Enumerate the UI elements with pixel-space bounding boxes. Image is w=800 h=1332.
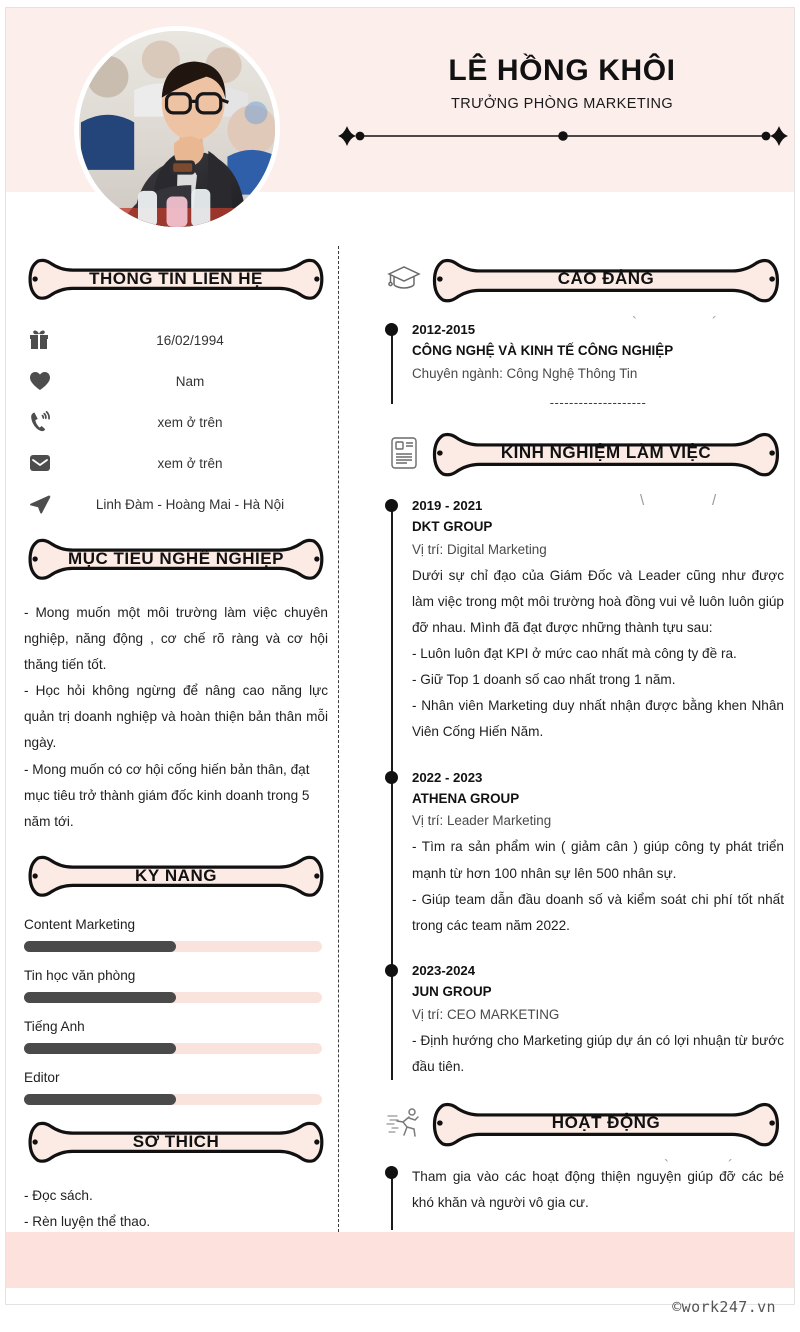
envelope-glyph (29, 454, 51, 472)
gift-icon (24, 329, 66, 351)
contact-value: xem ở trên (157, 414, 223, 430)
activity-item (412, 1156, 784, 1216)
pill-label: THÔNG TIN LIÊN HỆ (89, 269, 263, 288)
pill-label: HOẠT ĐỘNG (551, 1112, 661, 1132)
experience-item (412, 491, 784, 746)
skill-progress-fill (24, 1094, 176, 1105)
skill-label: Tiếng Anh (24, 1018, 85, 1034)
pill-objective (24, 538, 328, 580)
stray-tick-icon: \ (640, 491, 645, 509)
resume-document-icon (384, 433, 424, 473)
heart-icon (24, 371, 66, 391)
experience-line: - Nhân viên Marketing duy nhất nhận được bằng khen Nhân Viên Cống Hiến Năm. (412, 698, 784, 740)
skill-item (24, 968, 328, 1003)
phone-ringing-icon (24, 411, 66, 433)
experience-org: DKT GROUP (412, 519, 493, 535)
education-item (412, 314, 784, 410)
skill-list (24, 917, 328, 1105)
stray-tick-icon: ´ (712, 314, 717, 331)
pill-experience (428, 432, 784, 474)
footer-band (6, 1232, 794, 1288)
activities-timeline (384, 1156, 784, 1216)
skill-progress-track (24, 941, 322, 952)
experience-position: Vị trí: CEO MARKETING (412, 1006, 560, 1022)
section-heading-experience (384, 432, 784, 474)
right-column (384, 258, 784, 1238)
watermark: ©work247.vn (672, 1298, 776, 1316)
pill-label: KỸ NĂNG (135, 865, 217, 885)
skill-item (24, 917, 328, 952)
education-major: Chuyên ngành: Công Nghệ Thông Tin (412, 365, 638, 381)
pill-dots-icon (428, 1102, 784, 1144)
education-org: CÔNG NGHỆ VÀ KINH TẾ CÔNG NGHIỆP (412, 343, 674, 359)
experience-line: - Giúp team dẫn đầu doanh số và kiểm soát chi phí tốt nhất trong các team năm 2022. (412, 891, 784, 933)
pill-skills (24, 855, 328, 897)
experience-line: - Giữ Top 1 doanh số cao nhất trong 1 năm. (412, 672, 676, 688)
pill-hobbies (24, 1121, 328, 1163)
timeline-line (391, 504, 393, 1080)
column-divider (338, 246, 339, 1232)
heart-glyph (29, 371, 51, 391)
experience-position: Vị trí: Digital Marketing (412, 541, 547, 557)
stray-tick-icon: ` (664, 1156, 669, 1174)
objective-paragraph: - Học hỏi không ngừng để nâng cao năng lực quản trị doanh nghiệp và hoàn thiện bản thân mỗi ngày. (24, 683, 328, 751)
timeline-dot-icon (385, 1166, 398, 1179)
cv-sheet (6, 8, 794, 1304)
phone-glyph (29, 411, 53, 433)
name-block (332, 54, 792, 112)
portrait-photo (79, 31, 275, 227)
location-glyph (29, 494, 51, 514)
objective-paragraph: - Mong muốn có cơ hội cống hiến bản thân, đạt mục tiêu trở thành giám đốc kinh doanh trong 5 năm tới. (24, 761, 310, 829)
timeline-dot-icon (385, 323, 398, 336)
contact-value: 16/02/1994 (156, 332, 224, 348)
running-glyph (386, 1107, 422, 1139)
gift-glyph (29, 329, 49, 351)
contact-row-email (24, 447, 328, 479)
timeline-dot-icon (385, 964, 398, 977)
hobby-item: - Rèn luyện thể thao. (24, 1213, 151, 1229)
contact-row-phone (24, 406, 328, 438)
graduation-cap-icon (384, 259, 424, 299)
contact-list (24, 324, 328, 520)
objective-text (24, 600, 328, 835)
contact-row-address (24, 488, 328, 520)
education-divider: -------------------- (549, 394, 647, 410)
stray-tick-icon: ´ (728, 1156, 733, 1174)
hobby-item: - Đọc sách. (24, 1187, 93, 1203)
pill-dots-icon (24, 1121, 328, 1163)
contact-value: Nam (175, 373, 205, 389)
contact-value: Linh Đàm - Hoàng Mai - Hà Nội (95, 496, 285, 512)
page-title: LÊ HỒNG KHÔI (448, 54, 676, 87)
avatar (74, 26, 280, 232)
skill-progress-fill (24, 1043, 176, 1054)
skill-label: Tin học văn phòng (24, 967, 136, 983)
experience-line: Dưới sự chỉ đạo của Giám Đốc và Leader cũng như được làm việc trong một môi trường hoà đồng vui vẻ luôn luôn giúp đỡ nhau. Mình đã đạt được những thành tựu sau: (412, 567, 784, 636)
education-date: 2012-2015 (412, 322, 476, 337)
contact-row-birthday (24, 324, 328, 356)
experience-description (412, 563, 784, 746)
skill-progress-fill (24, 992, 176, 1003)
diamond-rule-icon (338, 126, 788, 146)
skill-progress-track (24, 992, 322, 1003)
experience-date: 2019 - 2021 (412, 497, 483, 513)
experience-org: ATHENA GROUP (412, 790, 520, 806)
experience-item (412, 961, 784, 1080)
skill-item (24, 1019, 328, 1054)
experience-position: Vị trí: Leader Marketing (412, 813, 552, 829)
skill-label: Content Marketing (24, 916, 136, 932)
section-heading-education (384, 258, 784, 300)
resume-glyph (390, 436, 418, 470)
objective-paragraph: - Mong muốn một môi trường làm việc chuyên nghiệp, năng động , cơ chế rõ ràng và cơ hội thăng tiến tốt. (24, 605, 328, 673)
education-timeline (384, 314, 784, 410)
stray-tick-icon: ` (632, 314, 637, 331)
left-column (24, 258, 328, 1261)
experience-line: - Định hướng cho Marketing giúp dự án có lợi nhuận từ bước đầu tiên. (412, 1032, 784, 1074)
experience-date: 2023-2024 (412, 962, 476, 978)
location-arrow-icon (24, 494, 66, 514)
section-heading-hobbies (24, 1121, 328, 1163)
section-heading-contact (24, 258, 328, 300)
pill-label: CAO ĐẲNG (557, 269, 655, 288)
skill-progress-track (24, 1094, 322, 1105)
experience-description (412, 834, 784, 938)
pill-education (428, 258, 784, 300)
experience-date: 2022 - 2023 (412, 769, 483, 785)
envelope-icon (24, 454, 66, 472)
pill-label: KINH NGHIỆM LÀM VIỆC (500, 442, 712, 462)
activity-line: Tham gia vào các hoạt động thiện nguyện giúp đỡ các bé khó khăn và người vô gia cư. (412, 1168, 784, 1211)
experience-org: JUN GROUP (412, 984, 492, 1000)
pill-dots-icon (428, 432, 784, 474)
experience-description (412, 1028, 784, 1080)
stray-tick-icon: / (712, 491, 717, 509)
skill-progress-fill (24, 941, 176, 952)
section-heading-skills (24, 855, 328, 897)
pill-label: SỞ THÍCH (132, 1131, 220, 1151)
timeline-line (391, 328, 393, 404)
timeline-dot-icon (385, 499, 398, 512)
timeline-line (391, 1172, 393, 1230)
pill-activities (428, 1102, 784, 1144)
skill-progress-track (24, 1043, 322, 1054)
job-title: TRƯỞNG PHÒNG MARKETING (450, 95, 674, 112)
pill-dots-icon (24, 538, 328, 580)
pill-dots-icon (428, 258, 784, 300)
pill-dots-icon (24, 855, 328, 897)
section-heading-activities (384, 1102, 784, 1144)
experience-item (412, 768, 784, 939)
header-rule (338, 126, 788, 146)
pill-contact (24, 258, 328, 300)
skill-item (24, 1070, 328, 1105)
section-heading-objective (24, 538, 328, 580)
pill-label: MỤC TIÊU NGHỀ NGHIỆP (68, 549, 284, 568)
graduation-cap-glyph (387, 264, 421, 294)
experience-line: - Tìm ra sản phẩm win ( giảm cân ) giúp công ty phát triển mạnh từ hơn 100 nhân sự lên 500 nhân sự. (412, 839, 784, 881)
experience-line: - Luôn luôn đạt KPI ở mức cao nhất mà công ty đề ra. (412, 646, 737, 662)
running-person-icon (384, 1103, 424, 1143)
contact-value: xem ở trên (157, 455, 223, 471)
experience-timeline (384, 491, 784, 1080)
timeline-dot-icon (385, 771, 398, 784)
skill-label: Editor (24, 1069, 60, 1085)
contact-row-gender (24, 365, 328, 397)
